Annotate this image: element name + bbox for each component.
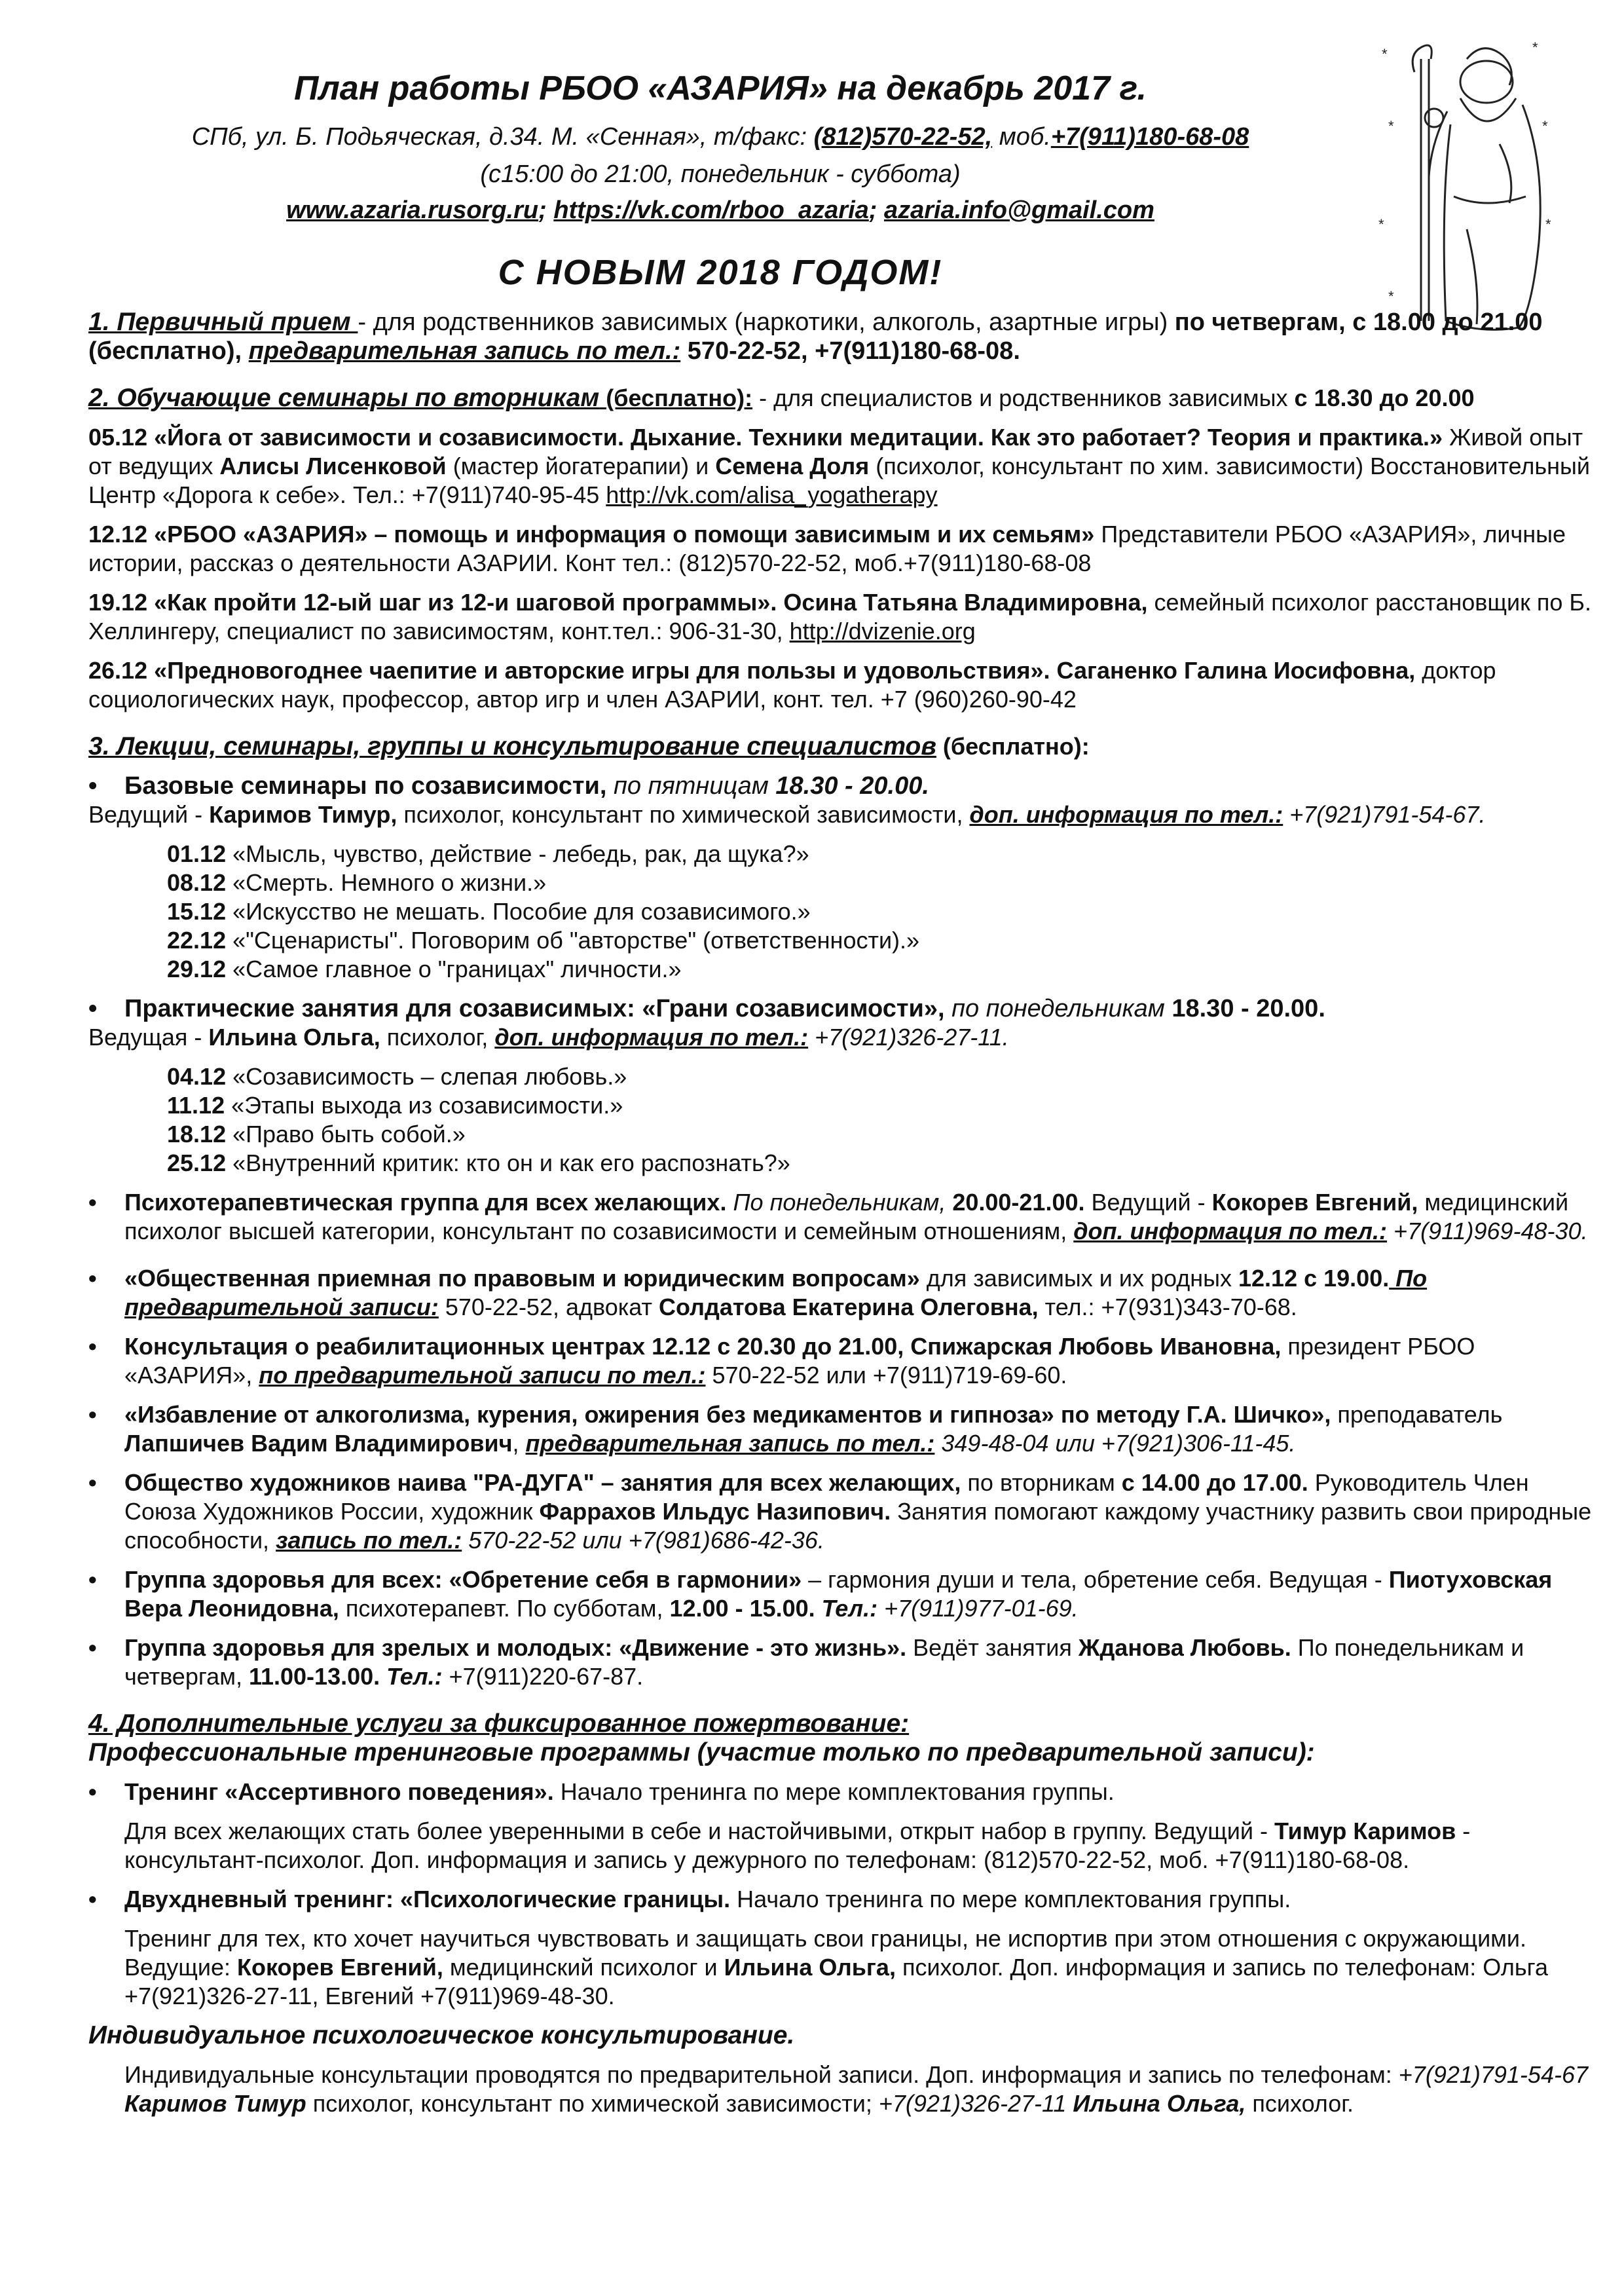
info-phone: 570-22-52 или +7(981)686-42-36. (462, 1527, 824, 1554)
practical-classes-item (88, 994, 1601, 1023)
info-label: доп. информация по тел.: (1073, 1218, 1388, 1244)
svg-text:*: * (1545, 216, 1551, 233)
section-2-time: с 18.30 до 20.00 (1294, 384, 1475, 411)
date: 01.12 (167, 840, 227, 867)
info-phone: +7(911)977-01-69. (877, 1595, 1079, 1622)
vk-link[interactable]: https://vk.com/rboo_azaria (553, 196, 869, 224)
host-info: медицинский психолог высшей категории, консультант по созависимости и семейным отношениям, (124, 1189, 1569, 1244)
host-name: Ильина Ольга, (208, 1024, 380, 1051)
topic: «Смерть. Немного о жизни.» (226, 869, 547, 896)
base-seminars-item (88, 772, 1601, 800)
individual-counseling-title (88, 2021, 1601, 2050)
host-name: Кокорев Евгений, (237, 1954, 443, 1981)
booking-label: предварительная запись по тел.: (525, 1430, 935, 1457)
link-separator: ; (868, 196, 884, 224)
seminar-host: Алисы Лисенковой (219, 453, 447, 479)
host-info: психолог, консультант по химической зависимости, (397, 801, 970, 828)
tel-label: Тел.: (815, 1595, 878, 1622)
item-text: по вторникам (961, 1469, 1122, 1496)
topic: «Внутренний критик: кто он и как его распознать?» (226, 1149, 790, 1176)
item-title: Базовые семинары по созависимости, (124, 772, 607, 800)
address-text: СПб, ул. Б. Подьяческая, д.34. М. «Сенная», т/факс: (191, 123, 814, 151)
item-days: по понедельникам (944, 995, 1172, 1022)
host-name: Тимур Каримов (1274, 1818, 1456, 1844)
item-text: тел.: +7(931)343-70-68. (1038, 1294, 1297, 1320)
link-separator: ; (538, 196, 554, 224)
info-phone: 349-48-04 или +7(921)306-11-45. (934, 1430, 1296, 1457)
working-hours: (с15:00 до 21:00, понедельник - суббота) (480, 160, 961, 188)
item-time: 12.00 - 15.00. (669, 1595, 815, 1622)
date: 15.12 (167, 898, 227, 925)
item-text: психотерапевт. По субботам, (339, 1595, 670, 1622)
seminar-1912 (88, 588, 1601, 646)
section-2-header (88, 384, 1601, 413)
host-name: Каримов Тимур (124, 2090, 306, 2117)
item-time: 11.00-13.00. (248, 1663, 380, 1690)
seminar-text: (мастер йогатерапии) и (446, 453, 716, 479)
section-4-title-text: 4. Дополнительные услуги за фиксированное пожертвование: (88, 1709, 910, 1738)
seminar-text: Живой опыт от ведущих (88, 424, 1583, 479)
boundaries-training-item (88, 1885, 1601, 1914)
date-item (167, 1149, 1601, 1178)
naive-art-society-item (88, 1468, 1601, 1555)
section-1-booking-label: предварительная запись по тел.: (248, 337, 681, 365)
health-group-harmony-item (88, 1565, 1601, 1623)
host-name: Солдатова Екатерина Олеговна, (659, 1294, 1039, 1320)
seminar-1212 (88, 520, 1601, 578)
item-text: Начало тренинга по мере комплектования группы. (553, 1778, 1115, 1805)
topic: «Самое главное о "границах" личности.» (226, 956, 682, 982)
topic: «Мысль, чувство, действие - лебедь, рак, да щука?» (226, 840, 809, 867)
seminar-text: семейный психолог расстановщик по Б. Хеллингеру, специалист по зависимостям, конт.тел.: 906-31-30, (88, 589, 1592, 644)
date: 29.12 (167, 956, 227, 982)
tel-label: Тел.: (380, 1663, 443, 1690)
item-text: психолог. (1246, 2090, 1354, 2117)
item-text: Ведёт занятия (906, 1634, 1079, 1661)
address-line (118, 123, 1323, 151)
date: 11.12 (167, 1092, 225, 1119)
legal-reception-item (88, 1264, 1601, 1322)
host-info: психолог, (380, 1024, 495, 1051)
seminar-title: 26.12 «Предновогоднее чаепитие и авторские игры для пользы и удовольствия». Саганенко Галина Иосифовна, (88, 657, 1416, 684)
booking-label: по предварительной записи по тел.: (259, 1362, 706, 1389)
topic: «"Сценаристы". Поговорим об "авторстве" (ответственности).» (226, 927, 920, 954)
host-label: Ведущая - (88, 1024, 209, 1051)
info-phone: +7(911)220-67-87. (442, 1663, 644, 1690)
topic: «Право быть собой.» (226, 1121, 466, 1148)
item-text: По понедельникам и четвергам, (124, 1634, 1524, 1690)
psychotherapy-group-item (88, 1188, 1601, 1246)
host-name: Ильина Ольга, (724, 1954, 896, 1981)
date-item (167, 1091, 1601, 1120)
item-text: преподаватель (1331, 1401, 1503, 1428)
seminar-0512 (88, 423, 1601, 510)
date: 18.12 (167, 1121, 227, 1148)
base-seminars-dates (88, 840, 1601, 984)
host-label: Ведущий - (88, 801, 210, 828)
section-2-free: (бесплатно): (599, 384, 753, 411)
item-title: Общество художников наива "РА-ДУГА" – занятия для всех желающих, (124, 1469, 961, 1496)
item-text: медицинский психолог и (443, 1954, 724, 1981)
rehab-consultation-item (88, 1332, 1601, 1390)
section-1-title: 1. Первичный прием (88, 308, 358, 336)
item-text: психолог. Доп. информация и запись по телефонам: Ольга +7(921)326-27-11, Евгений +7(911)969-48-30. (124, 1954, 1548, 2009)
item-title: Психотерапевтическая группа для всех желающих. (124, 1189, 727, 1216)
svg-text:*: * (1388, 288, 1394, 305)
item-time: 18.30 - 20.00. (1172, 995, 1325, 1022)
topic: «Этапы выхода из созависимости.» (225, 1092, 623, 1119)
seminar-title: 05.12 «Йога от зависимости и созависимости. Дыхание. Техники медитации. Как это работает? Теория и практика.» (88, 424, 1443, 451)
seminar-title: 19.12 «Как пройти 12-ый шаг из 12-и шаговой программы». Осина Татьяна Владимировна, (88, 589, 1148, 616)
item-text: президент РБОО «АЗАРИЯ», (124, 1333, 1475, 1389)
mobile-phone-link[interactable]: +7(911)180-68-08 (1050, 123, 1249, 151)
phone-link[interactable]: (812)570-22-52, (813, 123, 993, 151)
practical-classes-dates (88, 1062, 1601, 1178)
svg-text:*: * (1542, 118, 1548, 134)
date-item (167, 897, 1601, 926)
item-text: Начало тренинга по мере комплектования группы. (730, 1886, 1291, 1912)
topic: «Созависимость – слепая любовь.» (226, 1063, 627, 1090)
item-time: 12.12 с 19.00. (1238, 1265, 1390, 1292)
info-phone: +7(921)791-54-67 (1398, 2061, 1588, 2088)
item-text: , (512, 1430, 526, 1457)
host-name: Лапшичев Вадим Владимирович (124, 1430, 513, 1457)
date-item (167, 1120, 1601, 1149)
shichko-method-item (88, 1400, 1601, 1458)
item-title: Группа здоровья для зрелых и молодых: «Движение - это жизнь». (124, 1634, 907, 1661)
contact-links (118, 196, 1323, 225)
item-title: Консультация о реабилитационных центрах 12.12 с 20.30 до 21.00, Спижарская Любовь Ивановна, (124, 1333, 1282, 1360)
svg-text:*: * (1382, 46, 1388, 62)
host-name: Жданова Любовь. (1078, 1634, 1291, 1661)
section-2-audience: - для специалистов и родственников зависимых (752, 384, 1295, 411)
topic: «Искусство не мешать. Пособие для созависимого.» (226, 898, 811, 925)
base-seminars-host (88, 800, 1601, 829)
new-year-greeting: С НОВЫМ 2018 ГОДОМ! (498, 253, 943, 292)
item-title: Группа здоровья для всех: «Обретение себя в гармонии» (124, 1566, 802, 1593)
section-4-title (88, 1709, 1601, 1738)
page-title: План работы РБОО «АЗАРИЯ» на декабрь 2017 г. (294, 69, 1147, 107)
date: 04.12 (167, 1063, 227, 1090)
host-label: Ведущий - (1084, 1189, 1212, 1216)
host-name: Кокорев Евгений, (1211, 1189, 1418, 1216)
booking-label: По предварительной записи: (124, 1265, 1428, 1320)
item-title: «Общественная приемная по правовым и юридическим вопросам» (124, 1265, 920, 1292)
section-1-schedule: по четвергам, с 18.00 до 21.00 (бесплатно), (88, 308, 1543, 365)
item-text: 570-22-52, адвокат (438, 1294, 659, 1320)
assertive-training-item (88, 1778, 1601, 1806)
seminar-link[interactable]: http://vk.com/alisa_yogatherapy (606, 481, 938, 508)
item-time: 18.30 - 20.00. (775, 772, 929, 800)
item-text: психолог, консультант по химической зависимости; (306, 2090, 879, 2117)
item-text: для зависимых и их родных (919, 1265, 1239, 1292)
item-time: с 14.00 до 17.00. (1121, 1469, 1308, 1496)
seminar-host: Семена Доля (715, 453, 870, 479)
item-text: Руководитель Член Союза Художников России, художник (124, 1469, 1529, 1525)
date-item (167, 955, 1601, 984)
info-label: доп. информация по тел.: (494, 1024, 809, 1051)
date-item (167, 926, 1601, 955)
item-text: – гармония души и тела, обретение себя. Ведущая - (802, 1566, 1389, 1593)
item-days: По понедельникам, (726, 1189, 946, 1216)
item-title: Практические занятия для созависимых: «Грани созависимости», (124, 995, 945, 1022)
individual-counseling-text (88, 2061, 1601, 2118)
date: 25.12 (167, 1149, 227, 1176)
info-phone: +7(911)969-48-30. (1387, 1218, 1588, 1244)
seminar-title: 12.12 «РБОО «АЗАРИЯ» – помощь и информация о помощи зависимым и их семьям» (88, 521, 1095, 548)
date-item (167, 840, 1601, 868)
section-1-text: - для родственников зависимых (наркотики, алкоголь, азартные игры) (358, 308, 1175, 336)
document-body (88, 308, 1601, 2118)
info-phone: +7(921)791-54-67. (1283, 801, 1486, 828)
item-time: 20.00-21.00. (946, 1189, 1085, 1216)
mobile-label: моб. (992, 123, 1051, 151)
seminar-link[interactable]: http://dvizenie.org (789, 618, 976, 644)
seminar-text: (психолог, консультант по хим. зависимости) Восстановительный Центр «Дорога к себе». Тел.: +7(911)740-95-45 (88, 453, 1590, 508)
boundaries-training-description (88, 1924, 1601, 2011)
item-title: Двухдневный тренинг: «Психологические границы. (124, 1886, 731, 1912)
section-2-title: 2. Обучающие семинары по вторникам (88, 384, 600, 412)
section-3-free: (бесплатно): (936, 733, 1090, 760)
seminar-text: доктор социологических наук, профессор, автор игр и член АЗАРИИ, конт. тел. +7 (960)260-90-42 (88, 657, 1496, 713)
item-text: - консультант-психолог. Доп. информация и запись у дежурного по телефонам: (812)570-22-52, моб. +7(911)180-68-08. (124, 1818, 1471, 1873)
date-item (167, 868, 1601, 897)
section-1-phones: 570-22-52, +7(911)180-68-08. (680, 337, 1020, 365)
santa-claus-illustration (1369, 33, 1559, 341)
assertive-training-description (88, 1817, 1601, 1875)
host-name: Ильина Ольга, (1066, 2090, 1246, 2117)
item-text: Занятия помогают каждому участнику развить свои природные способности, (124, 1498, 1592, 1554)
section-3-header (88, 732, 1601, 761)
seminar-text: Представители РБОО «АЗАРИЯ», личные истории, рассказ о деятельности АЗАРИИ. Конт тел.: (812)570-22-52, моб.+7(911)180-68-08 (88, 521, 1566, 576)
section-4-subtitle (88, 1738, 1601, 1767)
booking-label: запись по тел.: (276, 1527, 462, 1554)
info-label: доп. информация по тел.: (969, 801, 1283, 828)
host-name: Каримов Тимур, (209, 801, 397, 828)
info-phone: +7(921)326-27-11 (878, 2090, 1067, 2117)
date: 22.12 (167, 927, 227, 954)
date-item (167, 1062, 1601, 1091)
practical-classes-host (88, 1023, 1601, 1052)
item-title: Тренинг «Ассертивного поведения». (124, 1778, 554, 1805)
item-text: Тренинг для тех, кто хочет научиться чувствовать и защищать свои границы, не испортив при этом отношения с окружающими. Ведущие: (124, 1925, 1527, 1981)
host-name: Пиотуховская Вера Леонидовна, (124, 1566, 1553, 1622)
date: 08.12 (167, 869, 227, 896)
trainings-subtitle: Профессиональные тренинговые программы (участие только по предварительной записи): (88, 1738, 1315, 1766)
host-name: Фаррахов Ильдус Назипович. (539, 1498, 891, 1525)
item-text: 570-22-52 или +7(911)719-69-60. (705, 1362, 1067, 1389)
svg-text:*: * (1378, 216, 1384, 233)
section-3-title: 3. Лекции, семинары, группы и консультирование специалистов (88, 732, 936, 760)
item-days: по пятницам (606, 772, 776, 800)
svg-text:*: * (1388, 118, 1394, 134)
item-title: «Избавление от алкоголизма, курения, ожирения без медикаментов и гипноза» по методу Г.А. Шичко», (124, 1401, 1331, 1428)
section-1 (88, 308, 1601, 365)
individual-title-text: Индивидуальное психологическое консультирование. (88, 2021, 795, 2049)
seminar-2612 (88, 656, 1601, 714)
item-text: Индивидуальные консультации проводятся по предварительной записи. Доп. информация и запись по телефонам: (124, 2061, 1399, 2088)
health-group-movement-item (88, 1633, 1601, 1691)
svg-text:*: * (1532, 39, 1538, 56)
email-link[interactable]: azaria.info@gmail.com (884, 196, 1154, 224)
info-phone: +7(921)326-27-11. (808, 1024, 1009, 1051)
site-link[interactable]: www.azaria.rusorg.ru (286, 196, 539, 224)
item-text: Для всех желающих стать более уверенными в себе и настойчивыми, открыт набор в группу. Ведущий - (124, 1818, 1274, 1844)
